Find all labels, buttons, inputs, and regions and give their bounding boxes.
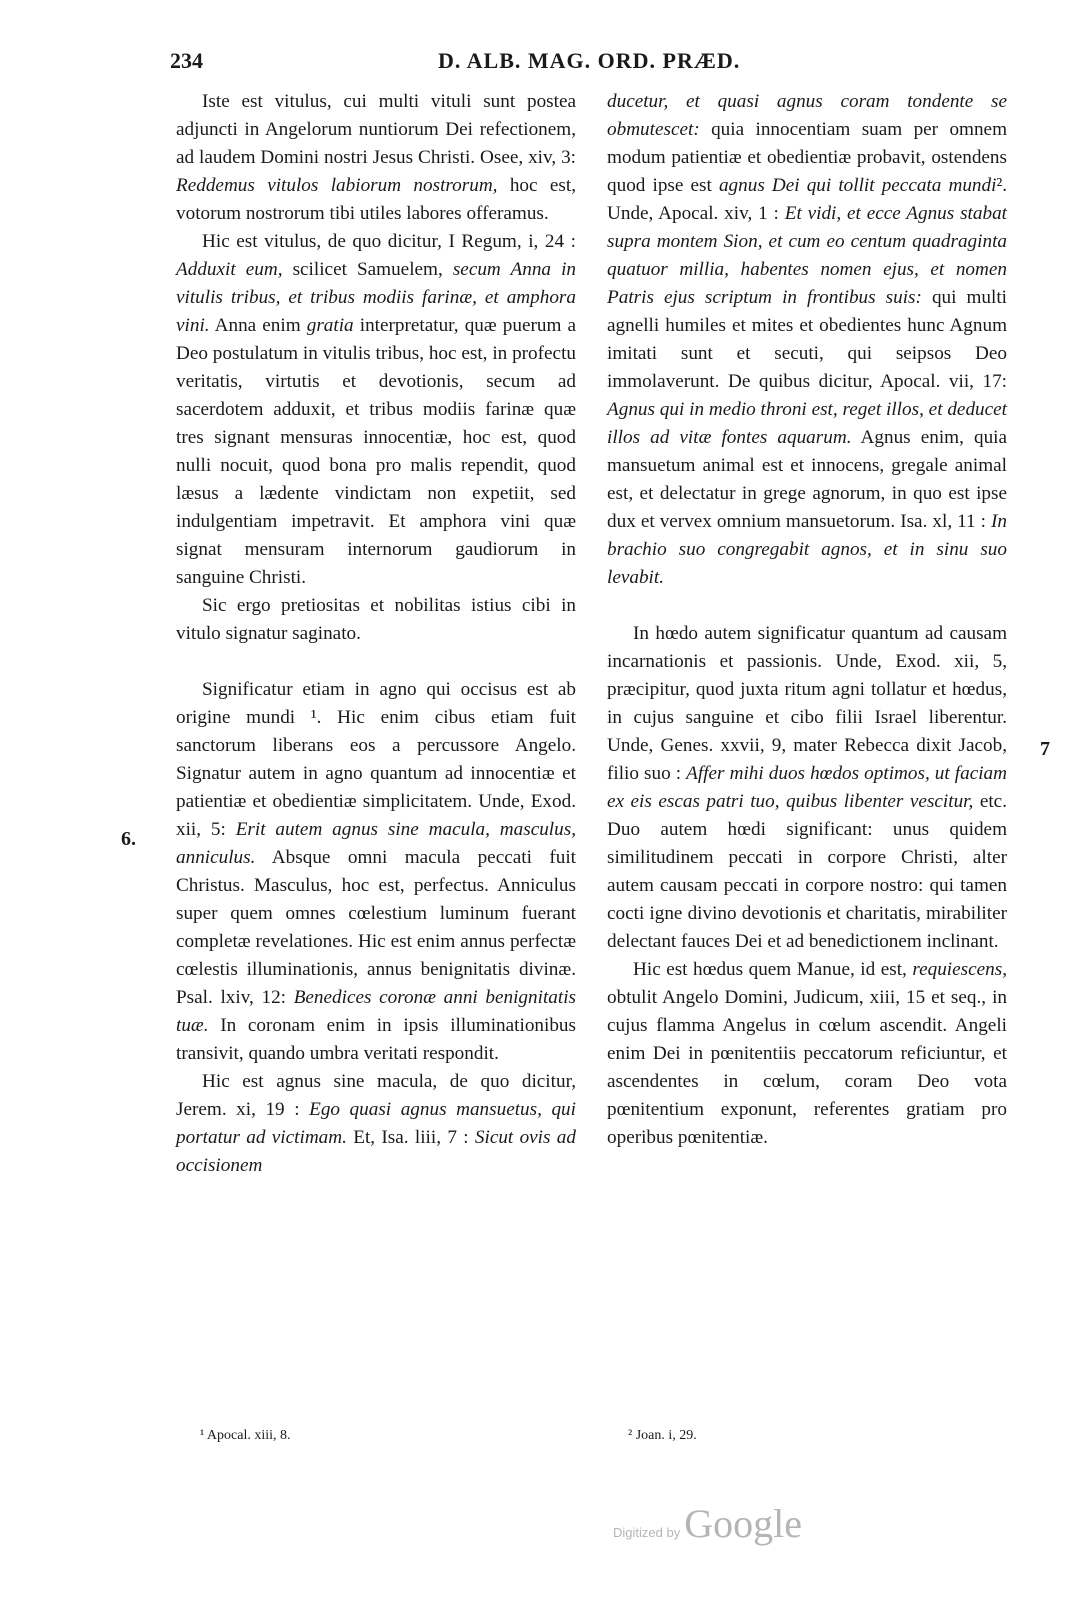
google-watermark xyxy=(613,1500,802,1547)
text-segment: scilicet Samuelem, xyxy=(282,259,453,280)
italic-quotation: requiescens, xyxy=(912,959,1007,980)
page-number: 234 xyxy=(170,48,203,73)
paragraph xyxy=(176,88,576,228)
italic-quotation: Agnus qui in medio throni est, reget illos, et deducet illos ad vitæ fontes aquarum. xyxy=(607,399,1007,448)
italic-quotation: Erit autem agnus sine macula, masculus, anniculus. xyxy=(176,819,576,868)
paragraph xyxy=(607,956,1007,1152)
paragraph-section-6 xyxy=(176,676,576,1068)
text-segment: Hic est agnus sine macula, de quo dicitur, Jerem. xi, 19 : xyxy=(176,1071,576,1120)
text-segment: quia innocentiam suam per omnem modum patientiæ et obedientiæ probavit, ostendens quod ipse est xyxy=(607,119,1007,196)
footnote-1: ¹ Apocal. xiii, 8. xyxy=(200,1428,291,1443)
italic-quotation: Adduxit eum, xyxy=(176,259,283,280)
running-title: D. ALB. MAG. ORD. PRÆD. xyxy=(438,48,741,73)
footnote-2: ² Joan. i, 29. xyxy=(628,1428,697,1443)
google-logo: Google xyxy=(684,1501,802,1546)
italic-quotation: Sicut ovis ad occisionem xyxy=(176,1127,576,1176)
text-segment: In hœdo autem significatur quantum ad causam incarnationis et passionis. Unde, Exod. xii, 5, præcipitur, quod juxta ritum agni tollatur et hœdus, in cujus sanguine et cibo filii Israel liberentur. Unde, Genes. xxvii, 9, mater Rebecca dixit Jacob, filio suo : xyxy=(607,623,1007,784)
right-column xyxy=(607,88,1007,1152)
italic-quotation: In brachio suo congregabit agnos, et in sinu suo levabit. xyxy=(607,511,1007,588)
text-segment: In coronam enim in ipsis illuminationibus transivit, quando umbra veritati respondit. xyxy=(176,1015,576,1064)
italic-quotation: secum Anna in vitulis tribus, et tribus modiis farinæ, et amphora vini. xyxy=(176,259,576,336)
text-segment: Et, Isa. liii, 7 : xyxy=(346,1127,475,1148)
text-segment: interpretatur, quæ puerum a Deo postulatum in vitulis tribus, hoc est, in profectu veritatis, virtutis et devotionis, secum ad sacerdotem adduxit, et tribus modiis farinæ quæ tres signant mensuras innocentiæ, hoc est, quod nulli nocuit, quod bona pro malis rependit, quod læsus a lædente vindictam non expetiit, sed indulgentiam impetravit. Et amphora vini quæ signat mensuram internorum gaudiorum in sanguine Christi. xyxy=(176,315,576,588)
text-segment: etc. Duo autem hœdi significant: unus quidem similitudinem peccati in corpore Christi, alter autem causam peccati in corpore nostro: qui tamen cocti igne divino devotionis et charitatis, mirabiliter delectant fauces Dei et ad benedictionem inclinant. xyxy=(607,791,1007,952)
italic-quotation: Affer mihi duos hœdos optimos, ut faciam ex eis escas patri tuo, quibus libenter vescitur, xyxy=(607,763,1008,812)
paragraph-continued xyxy=(607,88,1007,592)
paragraph-section-7 xyxy=(607,620,1007,956)
text-segment: Anna enim xyxy=(209,315,307,336)
italic-quotation: Benedices coronæ anni benignitatis tuæ. xyxy=(176,987,577,1036)
italic-quotation: Reddemus vitulos labiorum nostrorum, xyxy=(176,175,498,196)
text-segment: hoc est, votorum nostrorum tibi utiles labores offeramus. xyxy=(176,175,576,224)
paragraph xyxy=(176,228,576,592)
italic-quotation: agnus Dei qui tollit peccata mundi xyxy=(718,175,997,196)
margin-section-number-6: 6. xyxy=(121,828,136,850)
margin-section-number-7: 7 xyxy=(1040,738,1050,760)
text-segment: Sic ergo pretiositas et nobilitas istius cibi in vitulo signatur saginato. xyxy=(176,595,576,644)
text-segment: Agnus enim, quia mansuetum animal est et innocens, gregale animal est, et delectatur in grege agnorum, in quo est ipse dux et vervex omnium mansuetorum. Isa. xl, 11 : xyxy=(607,427,1008,532)
text-segment: obtulit Angelo Domini, Judicum, xiii, 15 et seq., in cujus flamma Angelus in cœlum ascendit. Angeli enim Dei in pœnitentiis peccatorum reficiuntur, et ascendentes in cœlum, coram Deo vota pœnitentium exponunt, referentes gratiam pro operibus pœnitentiæ. xyxy=(607,987,1007,1148)
text-segment: Significatur etiam in agno qui occisus est ab origine mundi ¹. Hic enim cibus etiam fuit sanctorum liberans eos a percussore Angelo. Signatur autem in agno quantum ad innocentiæ et patientiæ et obedientiæ simplicitatem. Unde, Exod. xii, 5: xyxy=(176,679,576,840)
digitized-by-text: Digitized by xyxy=(613,1525,681,1540)
text-segment: Hic est vitulus, de quo dicitur, I Regum, i, 24 : xyxy=(202,231,576,252)
left-column xyxy=(176,88,576,1180)
paragraph xyxy=(176,1068,576,1180)
italic-quotation: Ego quasi agnus mansuetus, qui portatur ad victimam. xyxy=(176,1099,576,1148)
italic-quotation: ducetur, et quasi agnus coram tondente se obmutescet: xyxy=(607,91,1007,140)
italic-quotation: gratia xyxy=(306,315,354,336)
text-segment: Hic est hœdus quem Manue, id est, xyxy=(633,959,913,980)
text-segment: qui multi agnelli humiles et mites et obedientes hunc Agnum imitati sunt et secuti, qui seipsos Deo immolaverunt. De quibus dicitur, Apocal. vii, 17: xyxy=(607,287,1007,392)
italic-quotation: Et vidi, et ecce Agnus stabat supra montem Sion, et cum eo centum quadraginta quatuor millia, habentes nomen ejus, et nomen Patris ejus scriptum in frontibus suis: xyxy=(607,203,1007,308)
text-segment: ². Unde, Apocal. xiv, 1 : xyxy=(607,175,1007,224)
paragraph xyxy=(176,592,576,648)
text-segment: Absque omni macula peccati fuit Christus. Masculus, hoc est, perfectus. Anniculus super quem omnes cœlestium luminum fuerant completæ revelationes. Hic est enim annus perfectæ cœlestis illuminationis, annus benignitatis divinæ. Psal. lxiv, 12: xyxy=(176,847,576,1008)
text-segment: Iste est vitulus, cui multi vituli sunt postea adjuncti in Angelorum nuntiorum Dei refectionem, ad laudem Domini nostri Jesus Christi. Osee, xiv, 3: xyxy=(176,91,576,168)
